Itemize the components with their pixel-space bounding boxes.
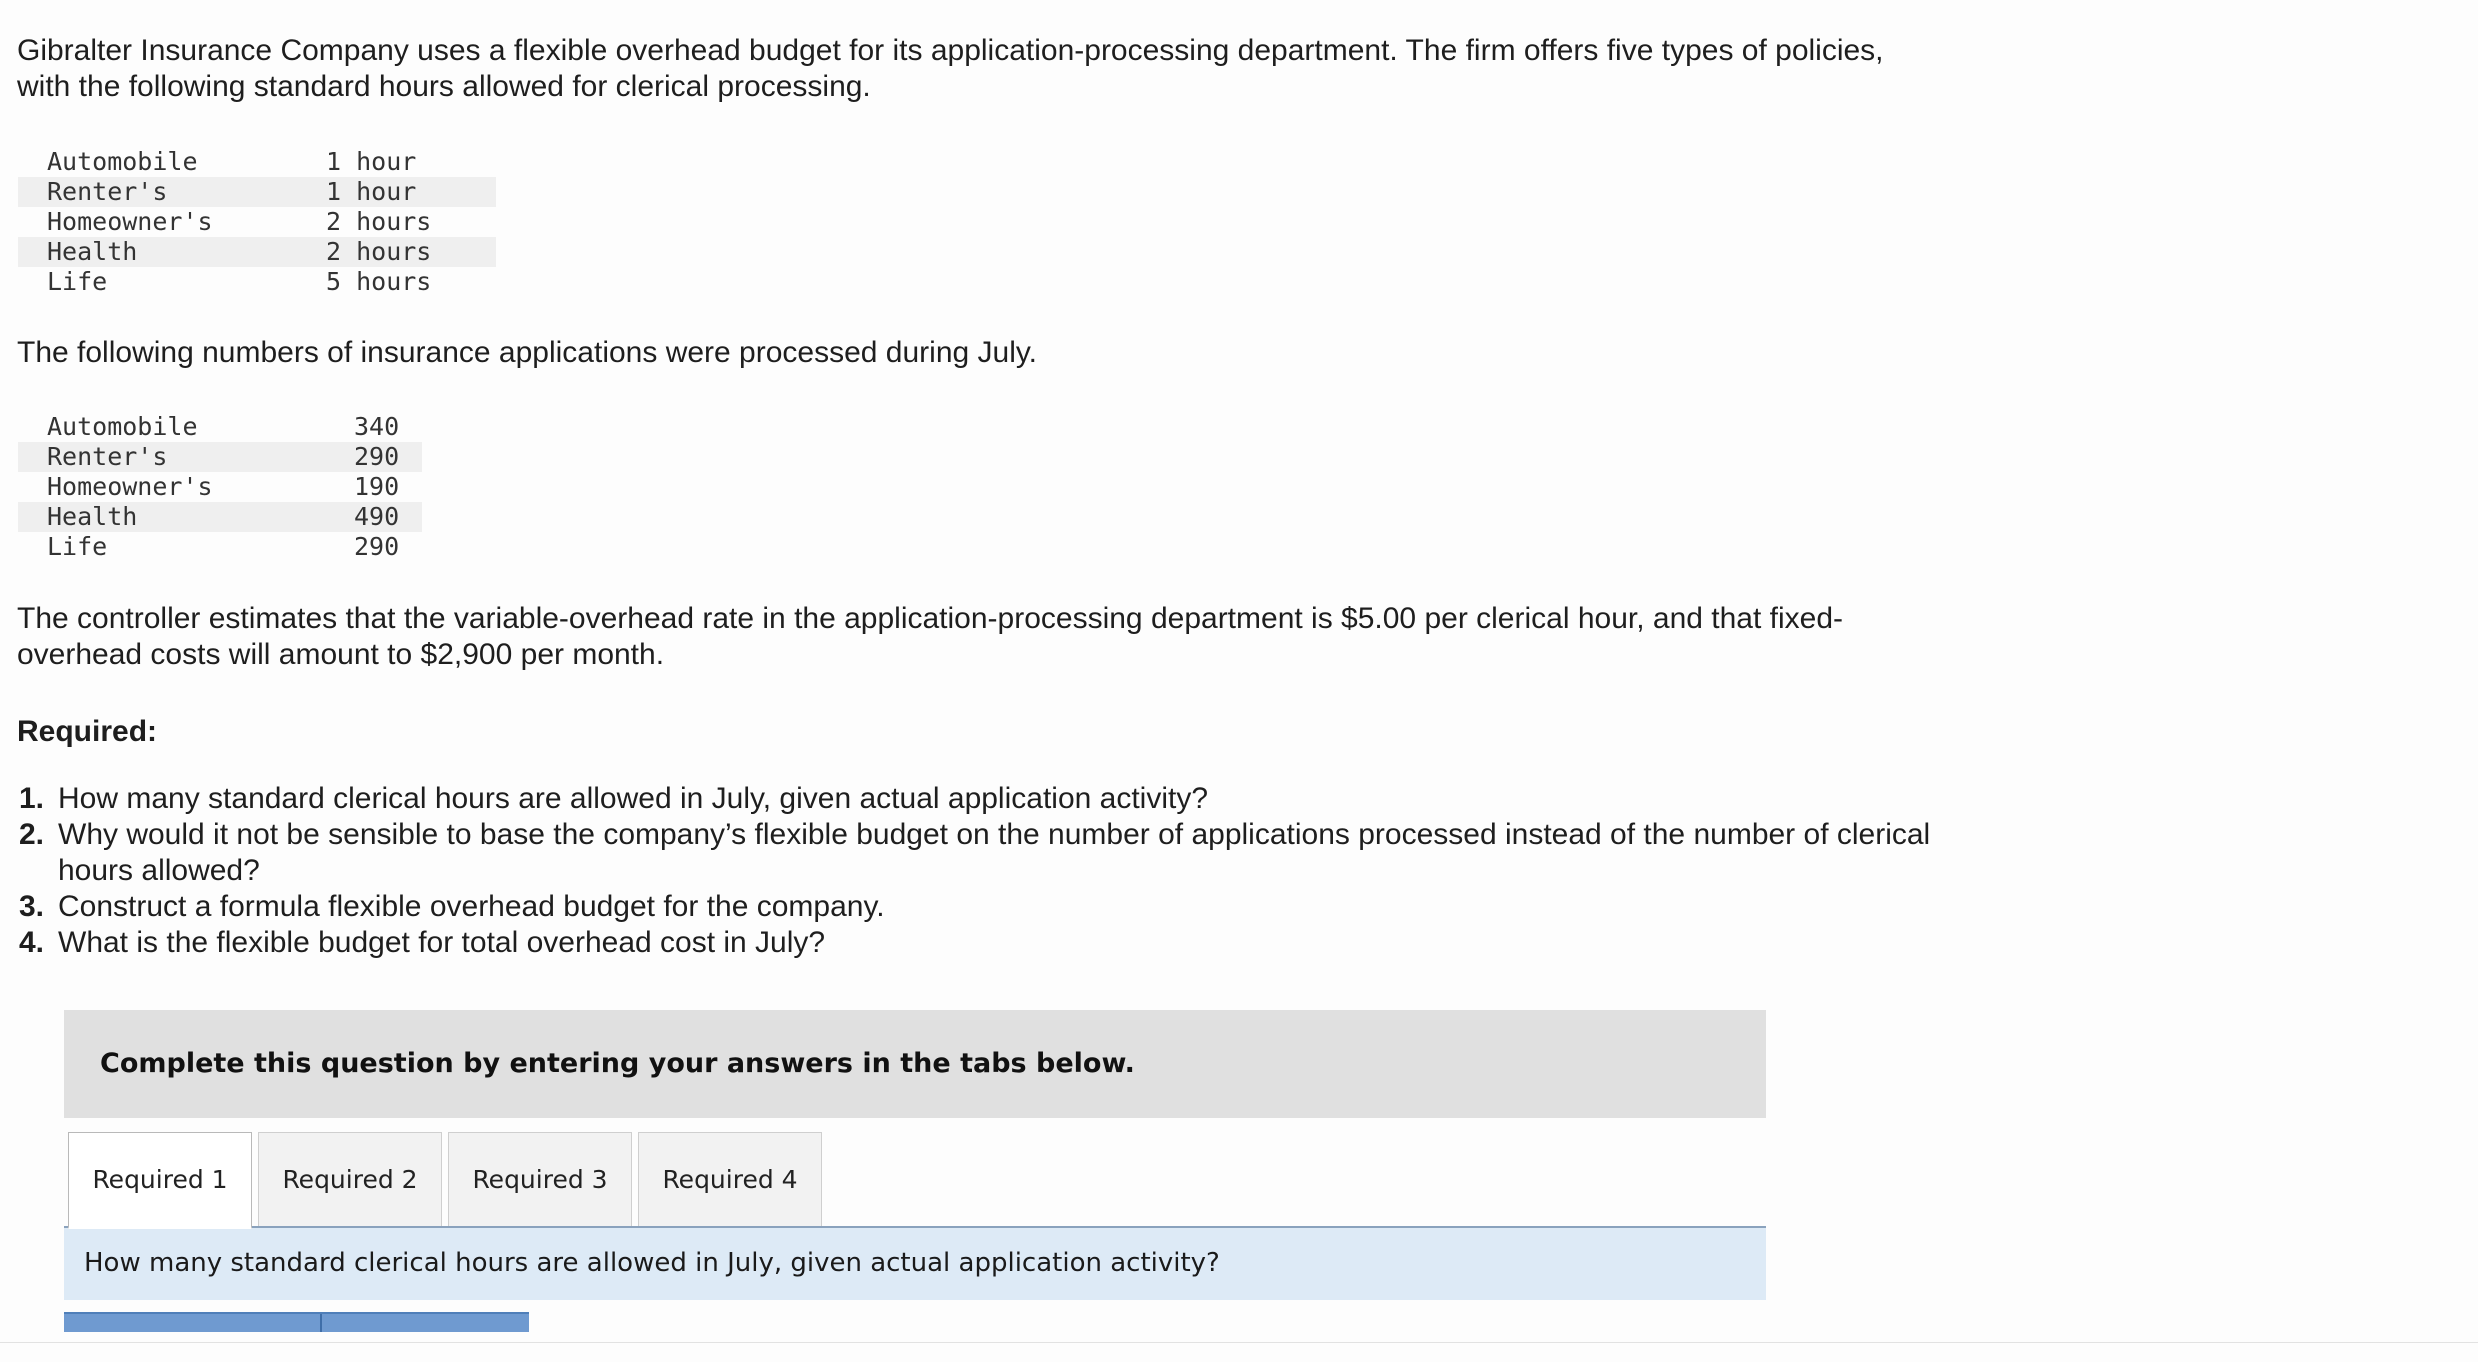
applications-count: 340	[354, 412, 400, 441]
applications-processed-table	[18, 412, 422, 562]
requirement-text: What is the flexible budget for total overhead cost in July?	[58, 926, 826, 959]
table-row	[18, 412, 422, 442]
table-row	[18, 237, 496, 267]
requirement-text: How many standard clerical hours are allowed in July, given actual application activity?	[58, 782, 1209, 815]
policy-name: Automobile	[47, 412, 198, 441]
requirement-text: Construct a formula flexible overhead budget for the company.	[58, 890, 885, 923]
standard-hours-value: 2 hours	[326, 207, 432, 236]
standard-hours-table	[18, 147, 496, 297]
requirement-number: 1.	[18, 782, 44, 815]
list-item	[0, 817, 1950, 889]
policy-name: Homeowner's	[47, 207, 213, 236]
table-row	[18, 147, 496, 177]
table-row	[18, 442, 422, 472]
applications-count: 190	[354, 472, 400, 501]
table-row	[18, 207, 496, 237]
instruction-banner	[64, 1010, 1766, 1118]
policy-name: Life	[47, 532, 108, 561]
requirement-number: 4.	[18, 926, 44, 959]
standard-hours-value: 1 hour	[326, 177, 417, 206]
page-divider	[0, 1342, 2478, 1343]
tab-required-2[interactable]: Required 2	[258, 1132, 442, 1226]
list-item	[0, 925, 1950, 961]
tab-required-3[interactable]: Required 3	[448, 1132, 632, 1226]
applications-count: 290	[354, 532, 400, 561]
policy-name: Health	[47, 237, 138, 266]
standard-hours-value: 1 hour	[326, 147, 417, 176]
policy-name: Homeowner's	[47, 472, 213, 501]
standard-hours-value: 2 hours	[326, 237, 432, 266]
answer-table-header	[64, 1312, 529, 1332]
question-text: How many standard clerical hours are allowed in July, given actual application activity?	[84, 1248, 1220, 1278]
requirement-text: Why would it not be sensible to base the company’s flexible budget on the number of applications processed instead of the number of clerical hours allowed?	[58, 818, 1931, 887]
question-banner	[64, 1228, 1766, 1300]
tab-required-4[interactable]: Required 4	[638, 1132, 822, 1226]
table-row	[18, 177, 496, 207]
table-row	[18, 267, 496, 297]
requirement-number: 2.	[18, 818, 44, 851]
table-row	[18, 532, 422, 562]
requirement-number: 3.	[18, 890, 44, 923]
applications-count: 490	[354, 502, 400, 531]
list-item	[0, 781, 1950, 817]
policy-name: Renter's	[47, 177, 168, 206]
policy-name: Life	[47, 267, 108, 296]
instruction-text: Complete this question by entering your answers in the tabs below.	[100, 1048, 1135, 1079]
list-item	[0, 889, 1950, 925]
processed-intro-paragraph: The following numbers of insurance applications were processed during July.	[17, 336, 1037, 369]
requirements-list	[0, 781, 1950, 961]
standard-hours-value: 5 hours	[326, 267, 432, 296]
table-row	[18, 502, 422, 532]
controller-paragraph: The controller estimates that the variable-overhead rate in the application-processing department is $5.00 per clerical hour, and that fixed-overhead costs will amount to $2,900 per month.	[17, 602, 1844, 671]
intro-paragraph: Gibralter Insurance Company uses a flexible overhead budget for its application-processing department. The firm offers five types of policies, with the following standard hours allowed for clerical processing.	[17, 34, 1884, 103]
policy-name: Automobile	[47, 147, 198, 176]
table-row	[18, 472, 422, 502]
policy-name: Health	[47, 502, 138, 531]
required-heading: Required:	[17, 715, 158, 748]
tab-required-1[interactable]: Required 1	[68, 1132, 252, 1229]
column-divider	[320, 1314, 322, 1332]
applications-count: 290	[354, 442, 400, 471]
policy-name: Renter's	[47, 442, 168, 471]
